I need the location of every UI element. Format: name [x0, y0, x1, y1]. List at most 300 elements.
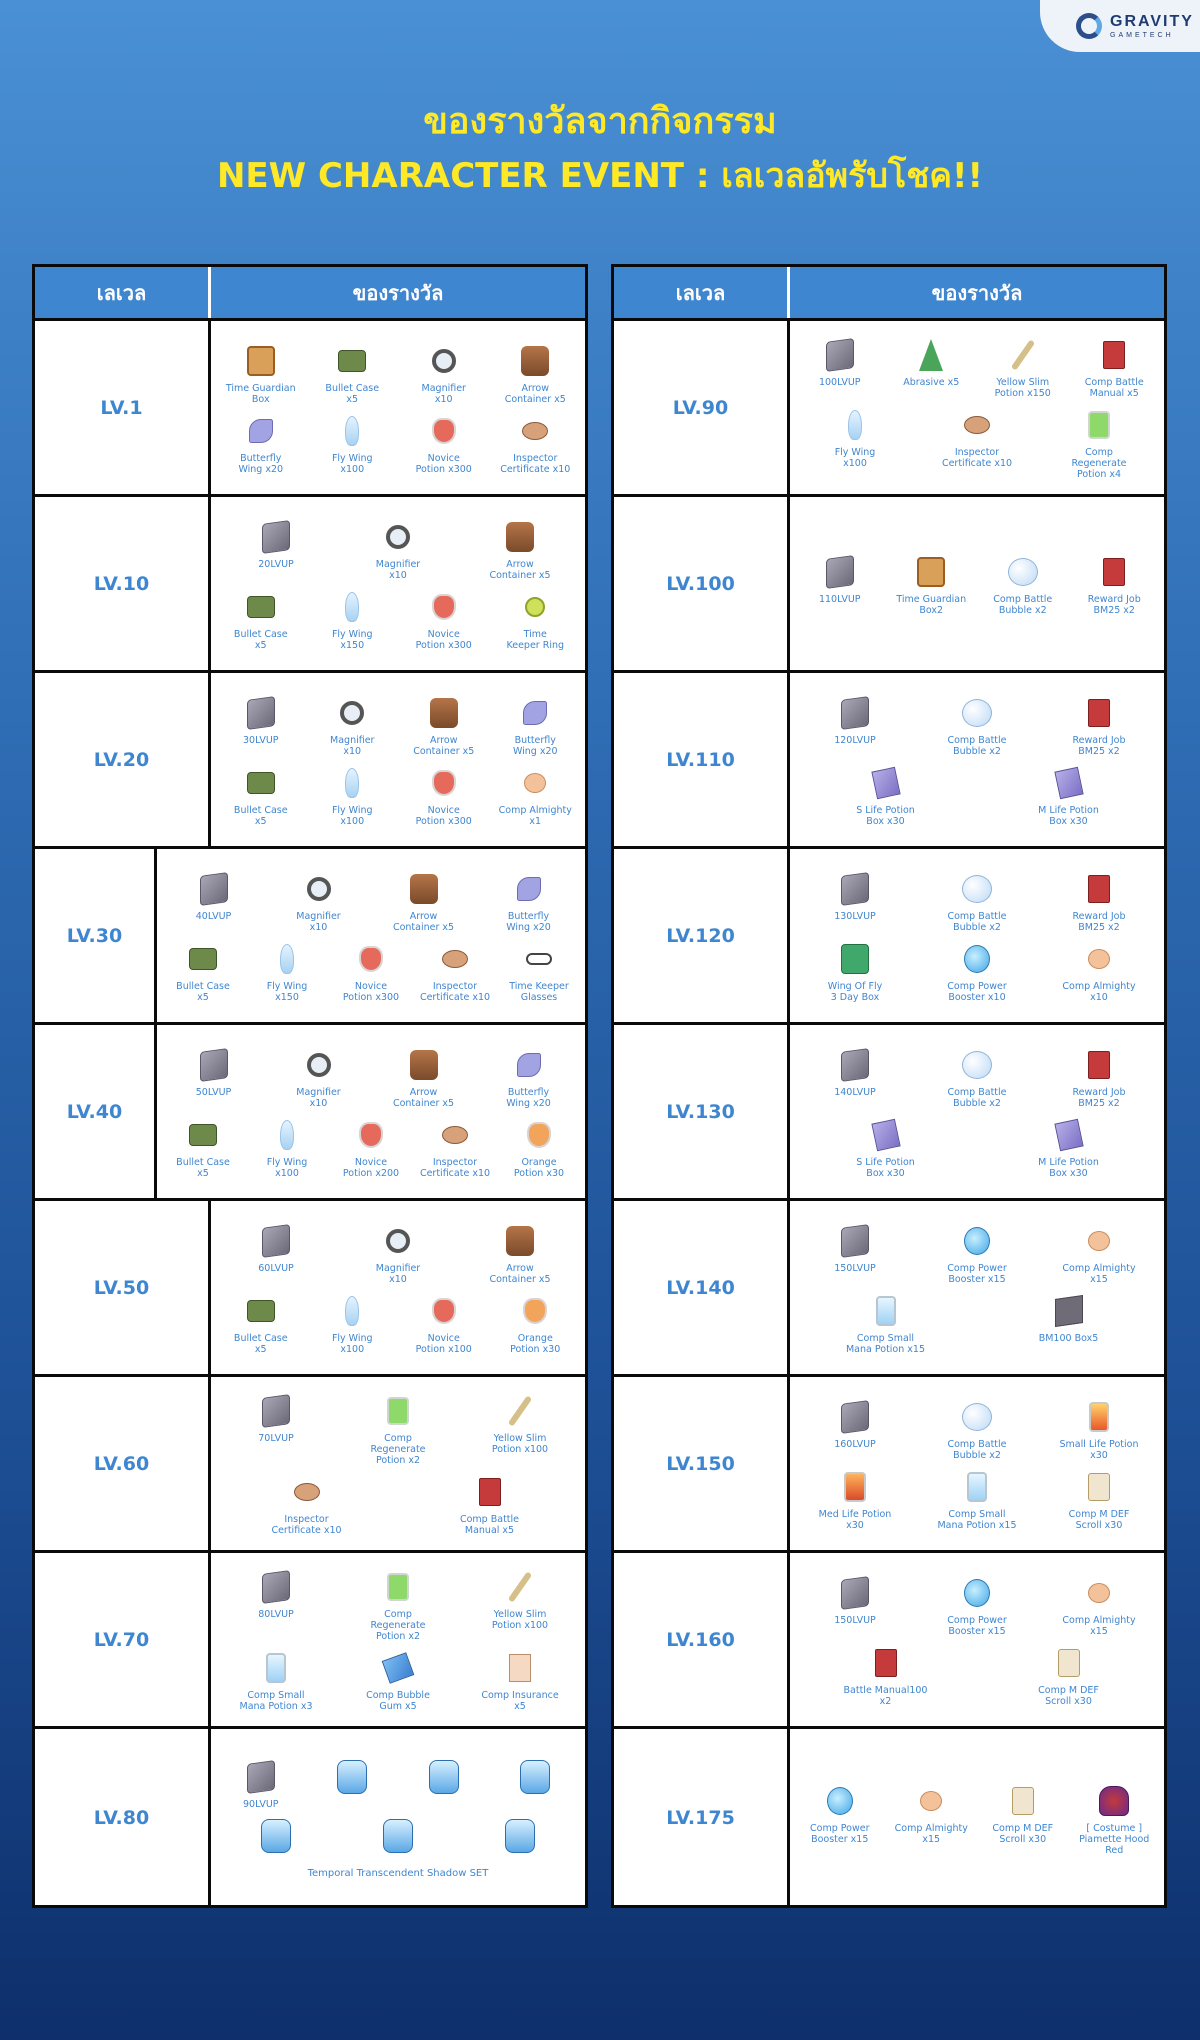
almighty-icon-shape: [1088, 949, 1110, 969]
reward-label: Fly Wing x100: [331, 1332, 373, 1355]
reward-item: [277, 1045, 361, 1109]
hood-icon-shape: [1099, 1786, 1129, 1816]
reward-item: [310, 411, 394, 475]
life-potion-box-icon: [1050, 1115, 1088, 1155]
table-row: [614, 1025, 1164, 1201]
ring-icon: [516, 587, 554, 627]
reward-item: [402, 693, 486, 757]
reward-row: [794, 405, 1160, 480]
reward-row: [794, 1221, 1160, 1285]
reward-item: [219, 693, 303, 746]
lvup-box-icon-shape: [841, 1400, 869, 1434]
inspector-cert-icon: [436, 939, 474, 979]
reward-label: 100LVUP: [818, 377, 861, 388]
table-row: [614, 1553, 1164, 1729]
reward-item: [1027, 1115, 1111, 1179]
reward-row: [215, 1567, 581, 1642]
table-row: [614, 497, 1164, 673]
reward-label: 50LVUP: [195, 1086, 232, 1098]
reward-label: 140LVUP: [834, 1086, 876, 1098]
regen-potion-icon: [1080, 405, 1118, 445]
reward-row: [215, 1816, 581, 1856]
reward-label: 130LVUP: [834, 910, 876, 922]
reward-item: [935, 405, 1019, 469]
lvup-box-icon: [242, 1757, 280, 1797]
reward-label: Fly Wing x100: [834, 447, 876, 469]
reward-item: [245, 1115, 329, 1179]
life-potion-box-icon: [867, 1115, 905, 1155]
reward-item: [234, 1221, 318, 1274]
orange-potion-icon-shape: [527, 1122, 551, 1148]
battle-manual-icon-shape: [1103, 558, 1125, 586]
reward-item: [265, 1472, 349, 1536]
armor-icon: [425, 1757, 463, 1797]
armor-icon-shape: [261, 1819, 291, 1853]
reward-row: [794, 1397, 1160, 1461]
lvup-box-icon: [257, 1221, 295, 1261]
reward-item: [219, 587, 303, 651]
butterfly-wing-icon: [510, 1045, 548, 1085]
reward-item: [161, 1115, 245, 1179]
table-row: [35, 849, 585, 1025]
reward-item: [493, 693, 577, 757]
reward-label: Comp Small Mana Potion x3: [239, 1690, 313, 1712]
reward-label: Novice Potion x200: [342, 1156, 400, 1179]
reward-item: [413, 1115, 497, 1179]
reward-cell: [211, 321, 585, 494]
reward-label: Comp Battle Manual x5: [1084, 377, 1144, 399]
level-label: LV.150: [614, 1377, 790, 1550]
reward-row: [161, 869, 581, 933]
reward-label: Magnifier x10: [296, 910, 341, 933]
armor-icon: [501, 1816, 539, 1856]
novice-potion-icon-shape: [359, 946, 383, 972]
inspector-cert-icon-shape: [294, 1483, 320, 1501]
inspector-cert-icon: [958, 405, 996, 445]
reward-label: BM100 Box5: [1038, 1332, 1099, 1344]
reward-row: [794, 335, 1160, 399]
battle-manual-icon: [1080, 869, 1118, 909]
table-row: [35, 1201, 585, 1377]
reward-item: [478, 517, 562, 581]
reward-item: [356, 1648, 440, 1712]
reward-item: [478, 1567, 562, 1631]
reward-item: [402, 411, 486, 475]
reward-item: [402, 763, 486, 827]
reward-item: [310, 587, 394, 651]
almighty-icon-shape: [1088, 1583, 1110, 1603]
reward-row: [215, 411, 581, 475]
bullet-case-icon-shape: [189, 948, 217, 970]
reward-item: [219, 1757, 303, 1810]
level-label: LV.60: [35, 1377, 211, 1550]
reward-item: [935, 939, 1019, 1003]
reward-label: 40LVUP: [195, 910, 232, 922]
bullet-case-icon-shape: [189, 1124, 217, 1146]
bullet-case-icon: [242, 763, 280, 803]
reward-item: [234, 1816, 318, 1856]
lvup-box-icon: [836, 693, 874, 733]
reward-item: [1057, 939, 1141, 1003]
slim-potion-icon-shape: [1011, 339, 1035, 370]
reward-label: Comp Regenerate Potion x2: [370, 1433, 426, 1466]
reward-label: Wing Of Fly 3 Day Box: [827, 980, 883, 1003]
reward-row: [215, 517, 581, 581]
novice-potion-icon: [352, 939, 390, 979]
level-label: LV.30: [35, 849, 157, 1022]
reward-item: [329, 1115, 413, 1179]
reward-item: [234, 517, 318, 570]
magnifier-icon-shape: [340, 701, 364, 725]
magnifier-icon: [379, 517, 417, 557]
inspector-cert-icon-shape: [522, 422, 548, 440]
reward-item: [493, 341, 577, 405]
abrasive-icon-shape: [919, 339, 943, 371]
table-row: [614, 1201, 1164, 1377]
level-label: LV.160: [614, 1553, 790, 1726]
inspector-cert-icon-shape: [442, 950, 468, 968]
reward-label: 70LVUP: [258, 1433, 294, 1444]
reward-row: [161, 1045, 581, 1109]
reward-label: Fly Wing x100: [331, 804, 373, 827]
battle-bubble-icon: [958, 1045, 996, 1085]
arrow-container-icon: [501, 517, 539, 557]
table-row: [614, 1377, 1164, 1553]
reward-row: [215, 341, 581, 405]
reward-item: [1057, 1397, 1141, 1461]
reward-cell: [211, 673, 585, 846]
reward-label: Arrow Container x5: [413, 734, 475, 757]
reward-label: Time Keeper Glasses: [509, 980, 569, 1003]
reward-item: [310, 341, 394, 405]
reward-label: 90LVUP: [242, 1799, 279, 1810]
lvup-box-icon-shape: [262, 1394, 290, 1428]
reward-label: Comp Small Mana Potion x15: [845, 1332, 925, 1355]
reward-item: [234, 1567, 318, 1620]
reward-item: [813, 1467, 897, 1531]
reward-row: [794, 1781, 1160, 1856]
reward-item: [1027, 1643, 1111, 1707]
reward-row: [161, 939, 581, 1003]
reward-label: 30LVUP: [242, 734, 279, 746]
lvup-box-icon-shape: [841, 696, 869, 730]
reward-label: Time Guardian Box: [225, 382, 296, 405]
armor-icon: [257, 1816, 295, 1856]
reward-label: Inspector Certificate x10: [419, 1156, 491, 1179]
reward-table-left: [32, 264, 588, 1908]
reward-item: [889, 1781, 973, 1845]
lvup-box-icon-shape: [841, 1048, 869, 1082]
reward-item: [813, 1397, 897, 1450]
reward-label: Time Keeper Ring: [506, 628, 565, 651]
reward-cell: [157, 1025, 585, 1198]
level-label: LV.175: [614, 1729, 790, 1907]
battle-bubble-icon: [958, 1397, 996, 1437]
arrow-container-icon: [405, 1045, 443, 1085]
battle-bubble-icon-shape: [962, 1403, 992, 1431]
lvup-box-icon-shape: [841, 1224, 869, 1258]
reward-label: M Life Potion Box x30: [1038, 1156, 1099, 1179]
reward-label: Comp Battle Bubble x2: [947, 734, 1007, 757]
reward-item: [844, 1643, 928, 1707]
lvup-box-icon-shape: [262, 520, 290, 554]
reward-label: Butterfly Wing x20: [512, 734, 558, 757]
reward-item: [889, 335, 973, 388]
lvup-box-icon: [257, 517, 295, 557]
insurance-icon: [501, 1648, 539, 1688]
reward-item: [356, 1221, 440, 1285]
magnifier-icon: [425, 341, 463, 381]
level-label: LV.80: [35, 1729, 211, 1907]
reward-label: Comp Power Booster x15: [810, 1822, 870, 1845]
reward-label: Arrow Container x5: [392, 910, 455, 933]
reward-label: Comp Battle Bubble x2: [947, 1438, 1007, 1461]
reward-row: [794, 1573, 1160, 1637]
reward-item: [493, 763, 577, 827]
reward-item: [1057, 1221, 1141, 1285]
bullet-case-icon-shape: [247, 1300, 275, 1322]
level-label: LV.70: [35, 1553, 211, 1726]
power-booster-icon-shape: [964, 1227, 990, 1255]
reward-item: [219, 341, 303, 405]
novice-potion-icon: [425, 411, 463, 451]
reward-item: [935, 1221, 1019, 1285]
bm-box-icon-shape: [1055, 1295, 1083, 1327]
reward-item: [981, 335, 1065, 399]
reward-label: Butterfly Wing x20: [506, 910, 551, 933]
insurance-icon-shape: [509, 1654, 531, 1682]
small-life-icon: [1080, 1397, 1118, 1437]
level-label: LV.110: [614, 673, 790, 846]
reward-item: [935, 1397, 1019, 1461]
novice-potion-icon: [425, 1291, 463, 1331]
orange-potion-icon: [516, 1291, 554, 1331]
reward-label: Magnifier x10: [421, 382, 466, 405]
life-potion-box-icon-shape: [871, 766, 900, 798]
reward-label: 150LVUP: [834, 1614, 876, 1626]
battle-bubble-icon-shape: [962, 699, 992, 727]
lvup-box-icon: [836, 1045, 874, 1085]
reward-row: [215, 763, 581, 827]
ring-icon-shape: [525, 597, 545, 617]
arrow-container-icon: [501, 1221, 539, 1261]
reward-label: Reward Job BM25 x2: [1072, 1086, 1126, 1109]
inspector-cert-icon-shape: [442, 1126, 468, 1144]
arrow-container-icon: [425, 693, 463, 733]
armor-icon: [333, 1757, 371, 1797]
butterfly-wing-icon: [510, 869, 548, 909]
reward-label: 20LVUP: [258, 558, 294, 570]
lvup-box-icon: [836, 1221, 874, 1261]
arrow-container-icon: [405, 869, 443, 909]
reward-item: [356, 1391, 440, 1466]
reward-row: [794, 1291, 1160, 1355]
level-label: LV.40: [35, 1025, 157, 1198]
fly-wing-icon-shape: [280, 944, 294, 974]
reward-label: Magnifier x10: [375, 1262, 421, 1285]
reward-item: [310, 1291, 394, 1355]
reward-label: Comp M DEF Scroll x30: [1038, 1684, 1099, 1707]
reward-label: Butterfly Wing x20: [506, 1086, 551, 1109]
table-header: [35, 267, 585, 321]
bullet-case-icon: [184, 1115, 222, 1155]
level-label: LV.50: [35, 1201, 211, 1374]
reward-item: [402, 1291, 486, 1355]
reward-item: [478, 1391, 562, 1455]
butterfly-wing-icon: [516, 693, 554, 733]
almighty-icon: [1080, 939, 1118, 979]
reward-row: [794, 869, 1160, 933]
reward-item: [402, 587, 486, 651]
table-row: [614, 673, 1164, 849]
reward-label: Reward Job BM25 x2: [1072, 734, 1126, 757]
reward-item: [935, 1045, 1019, 1109]
regen-potion-icon-shape: [387, 1397, 409, 1425]
page-title-thai: ของรางวัลจากกิจกรรม: [423, 101, 777, 142]
reward-label: Inspector Certificate x10: [941, 447, 1013, 469]
reward-row: [794, 763, 1160, 827]
reward-row: [794, 939, 1160, 1003]
reward-item: [310, 693, 394, 757]
battle-bubble-icon-shape: [1008, 558, 1038, 586]
reward-item: [478, 1816, 562, 1856]
battle-bubble-icon: [958, 693, 996, 733]
reward-label: Comp M DEF Scroll x30: [992, 1822, 1054, 1845]
almighty-icon-shape: [524, 773, 546, 793]
reward-label: 150LVUP: [834, 1262, 876, 1274]
reward-label: Comp Power Booster x15: [947, 1262, 1007, 1285]
reward-item: [497, 1115, 581, 1179]
brand-name: GRAVITY: [1110, 12, 1194, 30]
lvup-box-icon: [195, 1045, 233, 1085]
reward-label: Bullet Case x5: [233, 628, 288, 651]
glasses-icon: [520, 939, 558, 979]
chest-icon: [912, 552, 950, 592]
reward-label: Bullet Case x5: [176, 980, 230, 1003]
reward-item: [1072, 335, 1156, 399]
table-row: [35, 1553, 585, 1729]
slim-potion-icon: [1004, 335, 1042, 375]
battle-manual-icon-shape: [1103, 341, 1125, 369]
power-booster-icon: [958, 1573, 996, 1613]
reward-item: [1057, 405, 1141, 480]
reward-label: Comp Battle Manual x5: [459, 1514, 520, 1536]
reward-label: Comp M DEF Scroll x30: [1068, 1508, 1130, 1531]
reward-item: [493, 587, 577, 651]
reward-row: [215, 1291, 581, 1355]
lvup-box-icon-shape: [247, 696, 275, 730]
reward-label: Arrow Container x5: [392, 1086, 455, 1109]
inspector-cert-icon: [288, 1472, 326, 1512]
bubble-gum-icon: [379, 1648, 417, 1688]
chest-icon-shape: [247, 346, 275, 376]
reward-label: Inspector Certificate x10: [271, 1514, 342, 1536]
fly-wing-icon: [268, 1115, 306, 1155]
reward-item: [402, 1757, 486, 1797]
reward-label: 110LVUP: [818, 593, 861, 605]
reward-cell: [790, 321, 1164, 494]
fly-wing-icon-shape: [345, 416, 359, 446]
magnifier-icon-shape: [307, 1053, 331, 1077]
reward-cell: [211, 1377, 585, 1550]
reward-label: Comp Battle Bubble x2: [947, 1086, 1007, 1109]
reward-cell: [790, 497, 1164, 670]
reward-row: [794, 1467, 1160, 1531]
reward-label: Time Guardian Box2: [896, 593, 967, 616]
reward-item: [219, 1291, 303, 1355]
novice-potion-icon-shape: [432, 770, 456, 796]
header-level: เลเวล: [35, 267, 211, 318]
lvup-box-icon-shape: [262, 1224, 290, 1258]
reward-item: [172, 1045, 256, 1098]
reward-label: Med Life Potion x30: [818, 1508, 892, 1531]
reward-label: Comp Regenerate Potion x2: [370, 1609, 426, 1642]
reward-item: [356, 1567, 440, 1642]
life-potion-box-icon-shape: [1054, 766, 1083, 798]
reward-item: [310, 763, 394, 827]
reward-label: 160LVUP: [834, 1438, 876, 1450]
reward-cell: [211, 1201, 585, 1374]
reward-label: Arrow Container x5: [489, 1262, 551, 1285]
reward-item: [478, 1648, 562, 1712]
reward-label: Orange Potion x30: [513, 1156, 565, 1179]
slim-potion-icon-shape: [508, 1395, 532, 1426]
reward-cell: [211, 497, 585, 670]
reward-label: Small Life Potion x30: [1059, 1438, 1139, 1461]
lvup-box-icon: [257, 1391, 295, 1431]
reward-item: [402, 341, 486, 405]
reward-label: Comp Almighty x15: [1062, 1262, 1136, 1285]
table-row: [35, 1377, 585, 1553]
reward-label: Novice Potion x300: [415, 804, 472, 827]
header-level: เลเวล: [614, 267, 790, 318]
wing-box-icon: [836, 939, 874, 979]
reward-item: [219, 411, 303, 475]
reward-item: [844, 763, 928, 827]
hood-icon: [1095, 1781, 1133, 1821]
reward-label: Bullet Case x5: [233, 804, 288, 827]
reward-item: [798, 1781, 882, 1845]
reward-item: [413, 939, 497, 1003]
lvup-box-icon: [821, 335, 859, 375]
reward-item: [813, 869, 897, 922]
battle-manual-icon-shape: [875, 1649, 897, 1677]
reward-item: [356, 517, 440, 581]
reward-cell: [157, 849, 585, 1022]
reward-label: Fly Wing x150: [331, 628, 373, 651]
reward-row: [215, 1391, 581, 1466]
reward-label: Bullet Case x5: [176, 1156, 230, 1179]
set-label: Temporal Transcendent Shadow SET: [307, 1868, 489, 1879]
reward-label: Abrasive x5: [903, 377, 960, 388]
level-label: LV.100: [614, 497, 790, 670]
life-potion-box-icon: [1050, 763, 1088, 803]
table-row: [35, 497, 585, 673]
reward-row: [215, 1472, 581, 1536]
reward-label: Comp Regenerate Potion x4: [1071, 447, 1127, 480]
fly-wing-icon-shape: [345, 592, 359, 622]
battle-manual-icon-shape: [1088, 699, 1110, 727]
slim-potion-icon: [501, 1391, 539, 1431]
header-reward: ของรางวัล: [352, 280, 444, 305]
reward-row: [161, 1115, 581, 1179]
reward-row: [794, 552, 1160, 616]
table-row: [614, 1729, 1164, 1907]
def-scroll-icon-shape: [1012, 1787, 1034, 1815]
regen-potion-icon-shape: [1088, 411, 1110, 439]
reward-label: Battle Manual100 x2: [843, 1684, 928, 1707]
level-label: LV.90: [614, 321, 790, 494]
